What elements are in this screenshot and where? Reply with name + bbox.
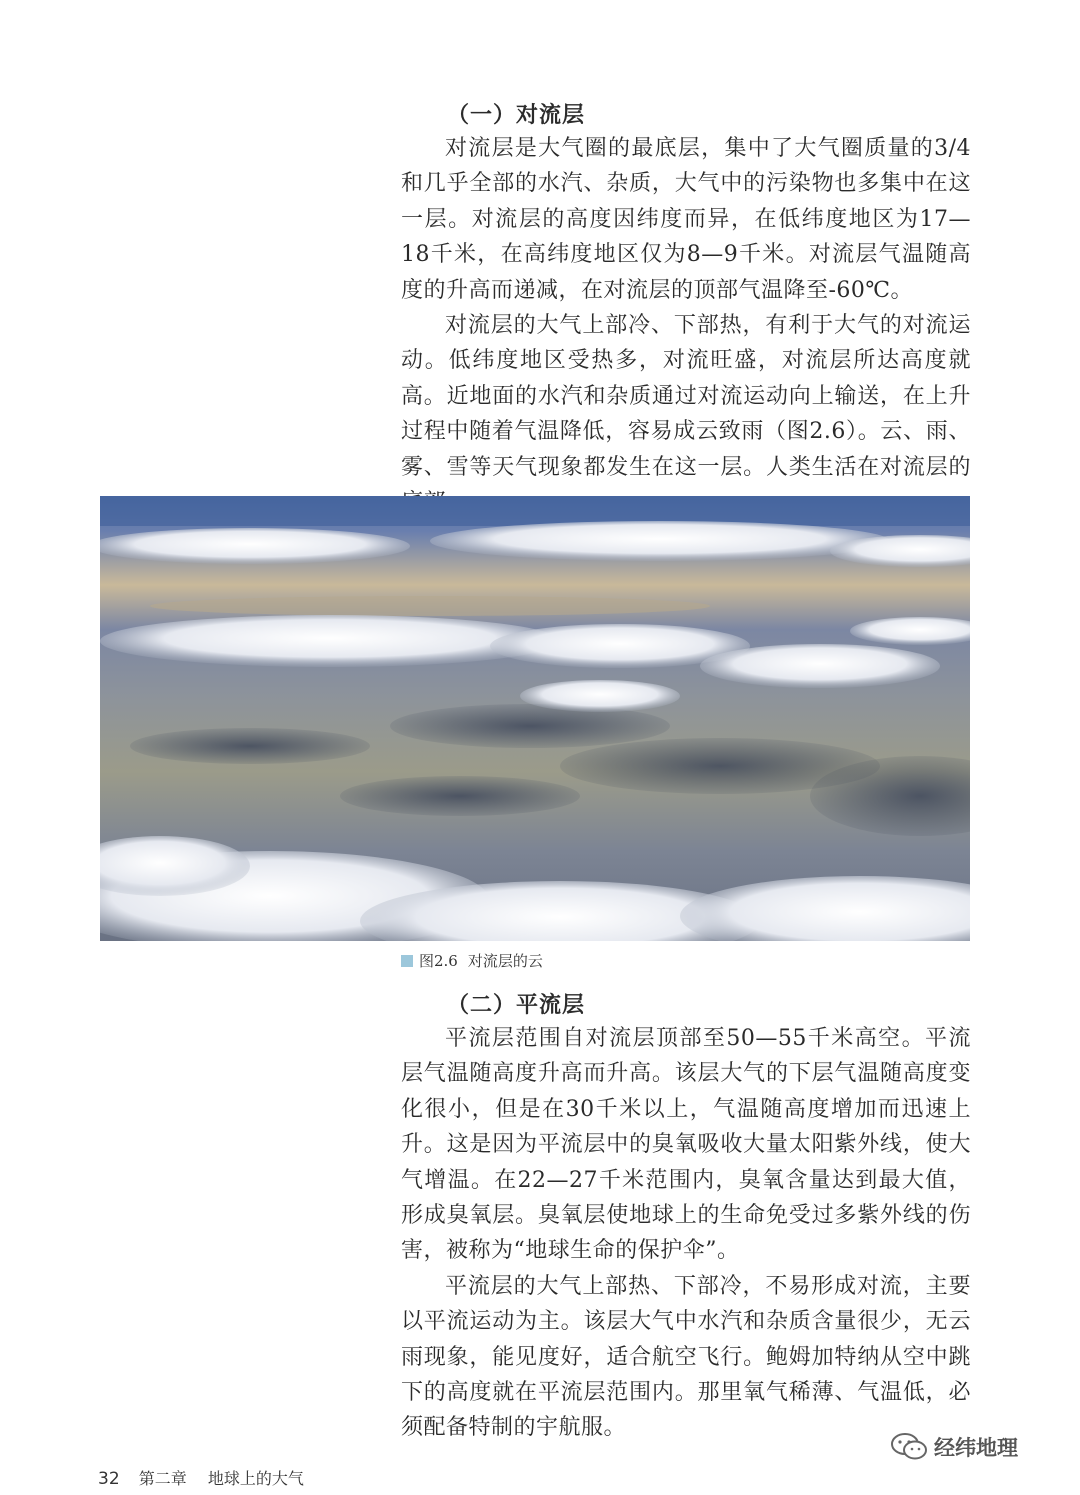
page-number: 32 xyxy=(98,1469,120,1489)
watermark-text: 经纬地理 xyxy=(934,1436,1018,1460)
paragraph: 对流层的大气上部冷、下部热，有利于大气的对流运动。低纬度地区受热多，对流旺盛，对流层所达高度就高。近地面的水汽和杂质通过对流运动向上输送，在上升过程中随着气温降低，容易成云致雨（图2.6）。云、雨、雾、雪等天气现象都发生在这一层。人类生活在对流层的 xyxy=(401,313,971,480)
figure-caption xyxy=(401,950,543,971)
section-body-stratosphere xyxy=(401,1021,971,1446)
chapter-title: 地球上的大气 xyxy=(207,1469,304,1488)
paragraph: 对流层是大气圈的最底层，集中了大气圈质量的3/4和几乎全部的水汽、杂质，大气中的污染物也多集中在这一层。对流层的高度因纬度而异，在低纬度地区为17—18千米，在高纬度地区仅为8—9千米。对流层气温随高度的升高而递减，在对流层的顶部气温降至-60℃。 xyxy=(401,136,971,303)
paragraph: 平流层的大气上部热、下部冷，不易形成对流，主要以平流运动为主。该层大气中水汽和杂质含量很少，无云雨现象，能见度好，适合航空飞行。鲍姆加特纳从空中跳下的高度就在平流层范围内。那里氧气稀薄、气温低，必须配备特制的宇航服。 xyxy=(401,1273,971,1441)
figure-number: 图2.6 xyxy=(419,952,458,970)
paragraph: 平流层范围自对流层顶部至50—55千米高空。平流层气温随高度升高而升高。该层大气的下层气温随高度变化很小，但是在30千米以上，气温随高度增加而迅速上升。这是因为平流层中的臭氧吸收大量太阳紫外线，使大气增温。在22—27千米范围内，臭氧含量达到最大值，形成臭氧层。臭氧层使地球上的生命免受过多紫外线的伤害，被称为“地球生命的保护伞”。 xyxy=(401,1026,971,1264)
caption-marker-icon xyxy=(401,955,413,967)
section-heading-troposphere: （一）对流层 xyxy=(447,103,586,128)
watermark xyxy=(890,1432,1018,1462)
section-heading-stratosphere: （二）平流层 xyxy=(447,993,586,1018)
cloud-photo xyxy=(100,496,970,941)
figure-caption-text: 对流层的云 xyxy=(467,952,543,970)
page-footer xyxy=(98,1466,304,1489)
chapter-number: 第二章 xyxy=(138,1469,187,1488)
wechat-icon xyxy=(890,1432,928,1462)
section-body-troposphere xyxy=(401,131,971,520)
